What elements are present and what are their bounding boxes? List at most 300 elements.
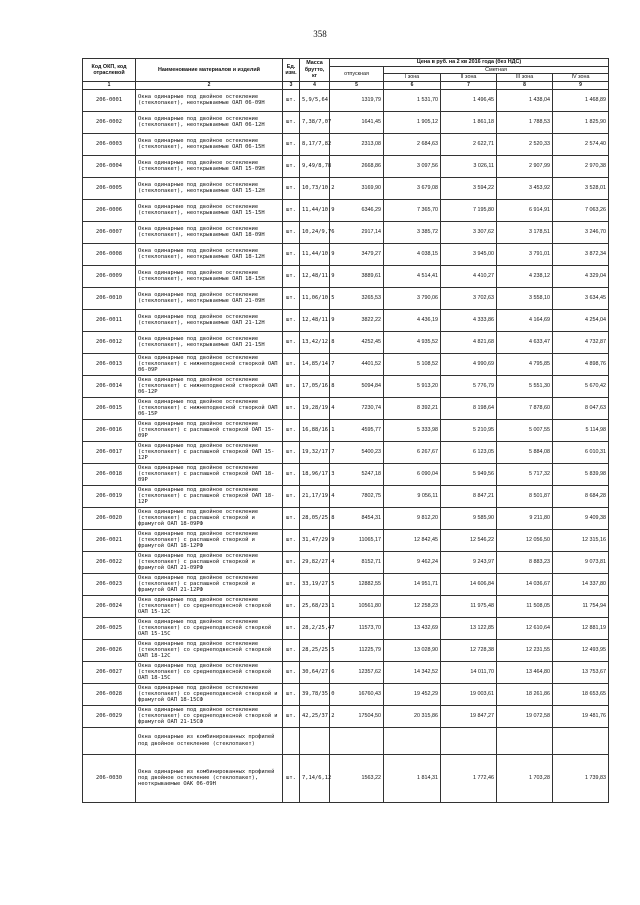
row-zone3-price: 13 464,80: [497, 661, 553, 683]
column-number: 8: [497, 81, 553, 89]
row-zone4-price: 9 409,38: [553, 507, 609, 529]
row-unit: шт.: [283, 133, 300, 155]
row-unit: шт.: [283, 573, 300, 595]
row-name: Окна одинарные под двойное остекление (стеклопакет) со среднеподвесной створкой ОАП 15-12С: [136, 595, 283, 617]
row-zone2-price: 5 210,95: [441, 419, 497, 441]
row-zone1-price: 3 790,06: [384, 287, 441, 309]
row-release-price: 4595,77: [330, 419, 384, 441]
row-zone3-price: 14 036,67: [497, 573, 553, 595]
row-zone3-price: 1 703,28: [497, 754, 553, 802]
header-zone4: IV зона: [553, 74, 609, 81]
row-unit: шт.: [283, 265, 300, 287]
table-row: [83, 199, 609, 221]
column-number: 6: [384, 81, 441, 89]
column-number: 4: [300, 81, 330, 89]
row-name: Окна одинарные под двойное остекление (стеклопакет) со среднеподвесной створкой ОАП 15-15С: [136, 617, 283, 639]
row-zone1-price: 1 814,31: [384, 754, 441, 802]
row-release-price: 4252,45: [330, 331, 384, 353]
row-zone2-price: 5 949,56: [441, 463, 497, 485]
row-name: Окна одинарные под двойное остекление (стеклопакет), неоткрываемые ОАП 15-09Н: [136, 155, 283, 177]
row-zone4-price: 19 481,76: [553, 705, 609, 727]
row-code: 206-0027: [83, 661, 136, 683]
row-code: 206-0001: [83, 89, 136, 111]
row-mass: 31,47/29,9: [300, 529, 330, 551]
row-mass: 7,14/6,12: [300, 754, 330, 802]
row-code: 206-0012: [83, 331, 136, 353]
header-code: Код ОКП, код отраслевой: [83, 59, 136, 82]
row-zone4-price: 1 825,90: [553, 111, 609, 133]
table-row: [83, 309, 609, 331]
row-code: 206-0020: [83, 507, 136, 529]
row-code: 206-0008: [83, 243, 136, 265]
row-mass: 28,25/25,5: [300, 639, 330, 661]
row-zone1-price: 12 842,45: [384, 529, 441, 551]
table-row: [83, 177, 609, 199]
row-zone4-price: 4 329,04: [553, 265, 609, 287]
row-release-price: 11573,70: [330, 617, 384, 639]
row-zone1-price: 4 514,41: [384, 265, 441, 287]
table-row: [83, 573, 609, 595]
row-zone1-price: 9 056,11: [384, 485, 441, 507]
row-zone4-price: 1 739,83: [553, 754, 609, 802]
row-name: Окна одинарные под двойное остекление (стеклопакет), неоткрываемые ОАП 06-15Н: [136, 133, 283, 155]
row-zone1-price: 3 097,56: [384, 155, 441, 177]
row-mass: 16,88/16,1: [300, 419, 330, 441]
row-zone2-price: 4 333,86: [441, 309, 497, 331]
row-zone2-price: 9 243,97: [441, 551, 497, 573]
row-zone3-price: 5 551,30: [497, 375, 553, 397]
row-code: 206-0022: [83, 551, 136, 573]
row-mass: 17,05/16,8: [300, 375, 330, 397]
row-zone4-price: 12 881,19: [553, 617, 609, 639]
table-row: [83, 639, 609, 661]
row-zone2-price: 19 003,61: [441, 683, 497, 705]
row-unit: шт.: [283, 155, 300, 177]
table-row: [83, 683, 609, 705]
row-mass: 10,73/10,2: [300, 177, 330, 199]
row-zone2-price: 19 847,27: [441, 705, 497, 727]
header-unit: Ед. изм.: [283, 59, 300, 82]
row-zone2-price: 1 496,45: [441, 89, 497, 111]
row-mass: 28,2/25,47: [300, 617, 330, 639]
row-release-price: 5247,18: [330, 463, 384, 485]
row-mass: 19,28/19,4: [300, 397, 330, 419]
row-zone4-price: 3 872,34: [553, 243, 609, 265]
row-zone4-price: 5 839,98: [553, 463, 609, 485]
row-name: Окна одинарные под двойное остекление (стеклопакет), неоткрываемые ОАП 15-15Н: [136, 199, 283, 221]
row-code: 206-0017: [83, 441, 136, 463]
row-zone2-price: 4 410,27: [441, 265, 497, 287]
row-unit: шт.: [283, 243, 300, 265]
table-row: [83, 441, 609, 463]
row-unit: шт.: [283, 705, 300, 727]
row-release-price: 11225,79: [330, 639, 384, 661]
row-release-price: 12882,55: [330, 573, 384, 595]
table-row: [83, 265, 609, 287]
row-zone2-price: 11 975,48: [441, 595, 497, 617]
column-number: 3: [283, 81, 300, 89]
row-zone2-price: 3 594,22: [441, 177, 497, 199]
table-row: [83, 617, 609, 639]
row-release-price: 3822,22: [330, 309, 384, 331]
row-code: 206-0015: [83, 397, 136, 419]
header-zone2: II зона: [441, 74, 497, 81]
header-name: Наименование материалов и изделий: [136, 59, 283, 82]
row-name: Окна одинарные под двойное остекление (стеклопакет) с распашной створкой и фрамугой ОАП 18-09РФ: [136, 507, 283, 529]
row-mass: 28,05/25,8: [300, 507, 330, 529]
row-zone1-price: 1 905,12: [384, 111, 441, 133]
row-release-price: 17504,50: [330, 705, 384, 727]
row-name: Окна одинарные под двойное остекление (стеклопакет) с нижнеподвесной створкой ОАП 06-09Р: [136, 353, 283, 375]
table-row: [83, 551, 609, 573]
row-zone4-price: 12 493,95: [553, 639, 609, 661]
row-mass: 33,19/27,5: [300, 573, 330, 595]
row-mass: 21,17/19,4: [300, 485, 330, 507]
row-release-price: 5094,84: [330, 375, 384, 397]
row-zone3-price: 18 261,86: [497, 683, 553, 705]
table-row: [83, 331, 609, 353]
row-mass: 9,49/8,78: [300, 155, 330, 177]
row-code: 206-0002: [83, 111, 136, 133]
table-row: [83, 397, 609, 419]
row-name: Окна одинарные под двойное остекление (стеклопакет) со среднеподвесной створкой ОАП 18-12С: [136, 639, 283, 661]
row-zone4-price: 3 246,70: [553, 221, 609, 243]
row-name: Окна одинарные под двойное остекление (стеклопакет), неоткрываемые ОАП 21-12Н: [136, 309, 283, 331]
row-zone2-price: 14 606,84: [441, 573, 497, 595]
row-release-price: 8152,71: [330, 551, 384, 573]
row-zone2-price: 3 702,63: [441, 287, 497, 309]
header-estimate: Сметная: [384, 67, 609, 74]
row-release-price: 3169,90: [330, 177, 384, 199]
row-release-price: 2313,08: [330, 133, 384, 155]
row-zone4-price: 6 010,31: [553, 441, 609, 463]
row-code: 206-0018: [83, 463, 136, 485]
row-zone4-price: 3 528,01: [553, 177, 609, 199]
row-name: Окна одинарные под двойное остекление (стеклопакет) с распашной створкой ОАП 15-09Р: [136, 419, 283, 441]
row-mass: 11,06/10,5: [300, 287, 330, 309]
row-zone1-price: 9 812,20: [384, 507, 441, 529]
row-name: Окна одинарные под двойное остекление (стеклопакет) с распашной створкой и фрамугой ОАП 21-12РФ: [136, 573, 283, 595]
row-unit: шт.: [283, 485, 300, 507]
row-zone2-price: 1 772,46: [441, 754, 497, 802]
row-release-price: 3889,61: [330, 265, 384, 287]
row-zone2-price: 13 122,85: [441, 617, 497, 639]
row-zone3-price: 3 453,92: [497, 177, 553, 199]
row-release-price: 6346,29: [330, 199, 384, 221]
row-release-price: 11065,17: [330, 529, 384, 551]
row-unit: шт.: [283, 287, 300, 309]
column-number: 7: [441, 81, 497, 89]
header-price: Цена в руб. на 2 кв 2016 года (без НДС): [330, 59, 609, 67]
table-row: [83, 287, 609, 309]
row-unit: шт.: [283, 617, 300, 639]
row-zone4-price: 4 898,76: [553, 353, 609, 375]
row-zone2-price: 8 198,64: [441, 397, 497, 419]
row-unit: шт.: [283, 375, 300, 397]
row-code: 206-0004: [83, 155, 136, 177]
row-unit: шт.: [283, 177, 300, 199]
row-name: Окна одинарные под двойное остекление (стеклопакет), неоткрываемые ОАП 15-12Н: [136, 177, 283, 199]
price-table: [82, 58, 609, 803]
row-name: Окна одинарные под двойное остекление (стеклопакет), неоткрываемые ОАП 18-12Н: [136, 243, 283, 265]
row-zone1-price: 6 090,04: [384, 463, 441, 485]
table-row: [83, 133, 609, 155]
row-zone2-price: 1 861,18: [441, 111, 497, 133]
row-name: Окна одинарные под двойное остекление (стеклопакет), неоткрываемые ОАП 18-09Н: [136, 221, 283, 243]
row-name: Окна одинарные из комбинированных профилей под двойное остекление (стеклопакет), неоткрываемые ОАК 06-09Н: [136, 754, 283, 802]
row-unit: шт.: [283, 419, 300, 441]
row-name: Окна одинарные под двойное остекление (стеклопакет) со среднеподвесной створкой и фрамугой ОАП 18-15СФ: [136, 683, 283, 705]
row-zone3-price: 12 610,64: [497, 617, 553, 639]
table-row: [83, 754, 609, 802]
row-name: Окна одинарные под двойное остекление (стеклопакет) с нижнеподвесной створкой ОАП 06-12Р: [136, 375, 283, 397]
table-row: [83, 705, 609, 727]
row-zone2-price: 5 776,79: [441, 375, 497, 397]
row-code: 206-0021: [83, 529, 136, 551]
row-release-price: 3265,53: [330, 287, 384, 309]
row-mass: 8,17/7,82: [300, 133, 330, 155]
row-zone4-price: 8 684,28: [553, 485, 609, 507]
row-zone3-price: 7 878,60: [497, 397, 553, 419]
row-zone3-price: 12 231,55: [497, 639, 553, 661]
row-zone4-price: 4 732,87: [553, 331, 609, 353]
row-zone1-price: 6 267,67: [384, 441, 441, 463]
row-mass: 11,44/10,9: [300, 243, 330, 265]
row-unit: шт.: [283, 89, 300, 111]
row-zone3-price: 9 211,80: [497, 507, 553, 529]
row-zone3-price: 11 508,05: [497, 595, 553, 617]
row-code: 206-0009: [83, 265, 136, 287]
row-release-price: 2668,86: [330, 155, 384, 177]
row-zone4-price: 18 653,65: [553, 683, 609, 705]
row-code: 206-0025: [83, 617, 136, 639]
column-number: 1: [83, 81, 136, 89]
row-zone3-price: 8 501,87: [497, 485, 553, 507]
table-row: [83, 221, 609, 243]
row-unit: шт.: [283, 661, 300, 683]
row-zone1-price: 9 462,24: [384, 551, 441, 573]
row-mass: 29,82/27,4: [300, 551, 330, 573]
row-zone1-price: 8 392,21: [384, 397, 441, 419]
row-mass: 14,85/14,7: [300, 353, 330, 375]
row-zone2-price: 3 945,00: [441, 243, 497, 265]
row-name: Окна одинарные под двойное остекление (стеклопакет) с распашной створкой ОАП 18-12Р: [136, 485, 283, 507]
row-zone3-price: 5 007,55: [497, 419, 553, 441]
row-zone4-price: 2 970,38: [553, 155, 609, 177]
row-release-price: 1563,22: [330, 754, 384, 802]
row-zone3-price: 5 884,08: [497, 441, 553, 463]
row-zone2-price: 9 585,90: [441, 507, 497, 529]
row-zone4-price: 14 337,80: [553, 573, 609, 595]
row-name: Окна одинарные под двойное остекление (стеклопакет), неоткрываемые ОАП 06-12Н: [136, 111, 283, 133]
row-unit: шт.: [283, 551, 300, 573]
row-zone2-price: 6 123,05: [441, 441, 497, 463]
row-zone4-price: 8 047,63: [553, 397, 609, 419]
row-code: 206-0006: [83, 199, 136, 221]
row-mass: 18,96/17,3: [300, 463, 330, 485]
row-name: Окна одинарные под двойное остекление (стеклопакет) с распашной створкой ОАП 15-12Р: [136, 441, 283, 463]
row-zone3-price: 4 795,85: [497, 353, 553, 375]
group-row: [83, 727, 609, 754]
row-zone2-price: 4 821,68: [441, 331, 497, 353]
header-release: отпускная: [330, 67, 384, 82]
row-release-price: 16760,43: [330, 683, 384, 705]
row-zone3-price: 4 164,69: [497, 309, 553, 331]
row-mass: 42,25/37,2: [300, 705, 330, 727]
row-release-price: 4401,52: [330, 353, 384, 375]
row-release-price: 7230,74: [330, 397, 384, 419]
row-mass: 19,32/17,7: [300, 441, 330, 463]
row-zone4-price: 5 670,42: [553, 375, 609, 397]
row-zone3-price: 12 056,50: [497, 529, 553, 551]
row-release-price: 10561,80: [330, 595, 384, 617]
row-zone2-price: 8 847,21: [441, 485, 497, 507]
row-mass: 12,48/11,9: [300, 309, 330, 331]
table-row: [83, 155, 609, 177]
column-number: 5: [330, 81, 384, 89]
row-zone4-price: 1 468,89: [553, 89, 609, 111]
row-name: Окна одинарные под двойное остекление (стеклопакет) со среднеподвесной створкой и фрамугой ОАП 21-15СФ: [136, 705, 283, 727]
row-mass: 5,9/5,64: [300, 89, 330, 111]
row-code: 206-0028: [83, 683, 136, 705]
row-release-price: 2917,14: [330, 221, 384, 243]
row-name: Окна одинарные под двойное остекление (стеклопакет), неоткрываемые ОАП 21-15Н: [136, 331, 283, 353]
row-name: Окна одинарные под двойное остекление (стеклопакет) со среднеподвесной створкой ОАП 18-15С: [136, 661, 283, 683]
row-zone3-price: 1 438,04: [497, 89, 553, 111]
row-unit: шт.: [283, 507, 300, 529]
table-row: [83, 529, 609, 551]
row-code: 206-0019: [83, 485, 136, 507]
row-zone3-price: 3 558,10: [497, 287, 553, 309]
row-zone3-price: 3 178,51: [497, 221, 553, 243]
row-zone1-price: 13 432,69: [384, 617, 441, 639]
row-name: Окна одинарные под двойное остекление (стеклопакет) с распашной створкой и фрамугой ОАП 21-09РФ: [136, 551, 283, 573]
row-zone3-price: 2 907,99: [497, 155, 553, 177]
table-row: [83, 419, 609, 441]
row-zone3-price: 1 788,53: [497, 111, 553, 133]
row-release-price: 1641,45: [330, 111, 384, 133]
row-mass: 11,44/10,9: [300, 199, 330, 221]
row-unit: шт.: [283, 353, 300, 375]
row-mass: 39,78/35,0: [300, 683, 330, 705]
row-zone3-price: 8 883,23: [497, 551, 553, 573]
row-code: 206-0026: [83, 639, 136, 661]
row-zone1-price: 14 342,52: [384, 661, 441, 683]
header-zone3: III зона: [497, 74, 553, 81]
row-zone3-price: 4 633,47: [497, 331, 553, 353]
row-release-price: 8454,31: [330, 507, 384, 529]
column-number: 2: [136, 81, 283, 89]
row-zone2-price: 12 546,22: [441, 529, 497, 551]
row-zone3-price: 4 238,12: [497, 265, 553, 287]
row-zone3-price: 6 914,91: [497, 199, 553, 221]
table-row: [83, 661, 609, 683]
row-zone3-price: 19 072,58: [497, 705, 553, 727]
row-name: Окна одинарные под двойное остекление (стеклопакет), неоткрываемые ОАП 18-15Н: [136, 265, 283, 287]
row-unit: шт.: [283, 221, 300, 243]
row-zone2-price: 7 195,80: [441, 199, 497, 221]
row-release-price: 5400,23: [330, 441, 384, 463]
row-zone2-price: 3 026,11: [441, 155, 497, 177]
row-unit: шт.: [283, 463, 300, 485]
row-zone2-price: 4 990,69: [441, 353, 497, 375]
row-zone3-price: 2 520,33: [497, 133, 553, 155]
group-section: [83, 727, 609, 802]
row-release-price: 7802,75: [330, 485, 384, 507]
row-zone1-price: 20 315,86: [384, 705, 441, 727]
row-mass: 7,38/7,07: [300, 111, 330, 133]
row-zone1-price: 4 935,52: [384, 331, 441, 353]
row-mass: 12,48/11,9: [300, 265, 330, 287]
row-unit: шт.: [283, 754, 300, 802]
table-row: [83, 463, 609, 485]
header-mass: Масса брутто, кг: [300, 59, 330, 82]
row-code: 206-0014: [83, 375, 136, 397]
row-mass: 30,64/27,6: [300, 661, 330, 683]
row-code: 206-0024: [83, 595, 136, 617]
group-code-cell: [83, 727, 136, 754]
row-code: 206-0007: [83, 221, 136, 243]
header-zone1: I зона: [384, 74, 441, 81]
page-number: 358: [313, 29, 327, 39]
row-unit: шт.: [283, 397, 300, 419]
row-mass: 13,42/12,8: [300, 331, 330, 353]
row-zone4-price: 2 574,40: [553, 133, 609, 155]
row-zone1-price: 13 028,90: [384, 639, 441, 661]
row-zone1-price: 3 385,72: [384, 221, 441, 243]
row-zone1-price: 4 038,15: [384, 243, 441, 265]
row-zone1-price: 5 108,52: [384, 353, 441, 375]
row-zone1-price: 4 436,19: [384, 309, 441, 331]
row-zone4-price: 9 073,81: [553, 551, 609, 573]
row-zone4-price: 12 315,16: [553, 529, 609, 551]
row-zone1-price: 7 365,70: [384, 199, 441, 221]
row-zone1-price: 5 913,20: [384, 375, 441, 397]
row-zone1-price: 19 452,29: [384, 683, 441, 705]
table-row: [83, 485, 609, 507]
row-code: 206-0016: [83, 419, 136, 441]
table-row: [83, 375, 609, 397]
row-unit: шт.: [283, 441, 300, 463]
row-release-price: 3479,27: [330, 243, 384, 265]
row-zone2-price: 12 728,38: [441, 639, 497, 661]
row-unit: шт.: [283, 111, 300, 133]
row-zone4-price: 3 634,45: [553, 287, 609, 309]
column-numbers-row: [83, 81, 609, 89]
row-unit: шт.: [283, 309, 300, 331]
row-release-price: 1319,79: [330, 89, 384, 111]
row-name: Окна одинарные под двойное остекление (стеклопакет) с распашной створкой ОАП 18-09Р: [136, 463, 283, 485]
row-zone2-price: 3 307,62: [441, 221, 497, 243]
table-row: [83, 507, 609, 529]
row-unit: шт.: [283, 595, 300, 617]
row-unit: шт.: [283, 199, 300, 221]
row-unit: шт.: [283, 683, 300, 705]
row-zone4-price: 4 254,04: [553, 309, 609, 331]
row-name: Окна одинарные под двойное остекление (стеклопакет), неоткрываемые ОАП 06-09Н: [136, 89, 283, 111]
row-name: Окна одинарные под двойное остекление (стеклопакет) с распашной створкой и фрамугой ОАП 18-12РФ: [136, 529, 283, 551]
row-zone1-price: 5 333,98: [384, 419, 441, 441]
row-name: Окна одинарные под двойное остекление (стеклопакет), неоткрываемые ОАП 21-09Н: [136, 287, 283, 309]
price-rows: [83, 89, 609, 727]
row-unit: шт.: [283, 529, 300, 551]
table-row: [83, 111, 609, 133]
row-mass: 25,68/23,1: [300, 595, 330, 617]
row-zone4-price: 13 753,67: [553, 661, 609, 683]
row-zone4-price: 11 754,94: [553, 595, 609, 617]
table-row: [83, 89, 609, 111]
row-zone3-price: 5 717,32: [497, 463, 553, 485]
